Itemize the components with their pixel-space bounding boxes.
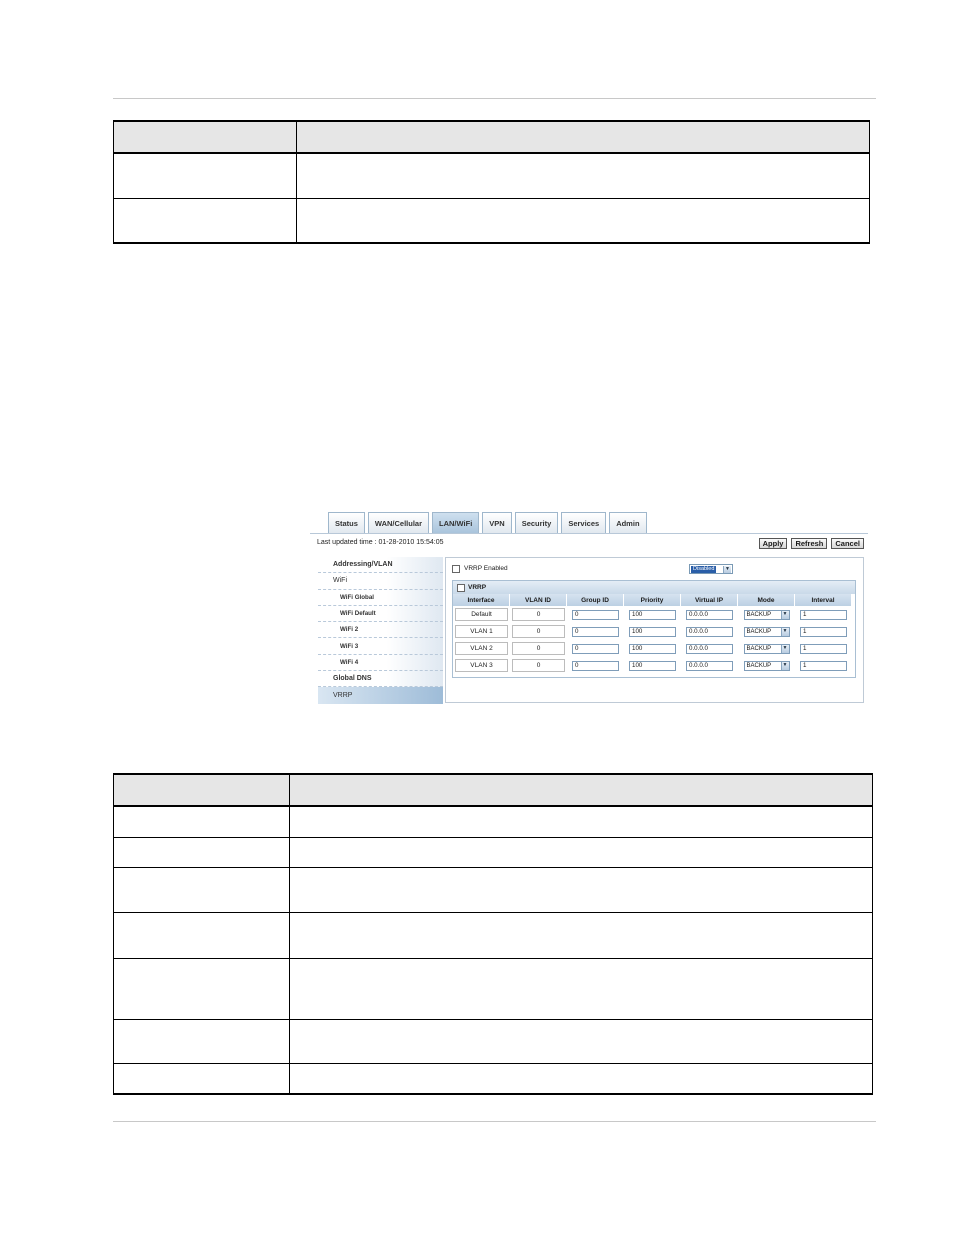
cell-mode bbox=[738, 606, 795, 623]
table-row bbox=[114, 198, 870, 243]
table-row bbox=[114, 912, 873, 958]
interval-input[interactable]: 1 bbox=[800, 627, 847, 637]
interval-input[interactable]: 1 bbox=[800, 610, 847, 620]
table-header-row bbox=[114, 774, 873, 806]
table-row bbox=[114, 867, 873, 912]
tab-wan-cellular[interactable]: WAN/Cellular bbox=[368, 512, 429, 533]
cell-interval bbox=[795, 640, 852, 657]
tab-admin[interactable]: Admin bbox=[609, 512, 646, 533]
cell-priority bbox=[624, 640, 681, 657]
tab-status[interactable]: Status bbox=[328, 512, 365, 533]
footer-rule bbox=[113, 1121, 876, 1122]
mode-value: BACKUP bbox=[746, 628, 772, 635]
cell-priority bbox=[624, 657, 681, 674]
header-cell bbox=[289, 774, 872, 806]
cell-interface: VLAN 1 bbox=[455, 625, 508, 638]
table-cell bbox=[289, 1019, 872, 1063]
sidebar-item-global-dns[interactable]: Global DNS bbox=[318, 671, 443, 687]
table-cell bbox=[114, 153, 297, 198]
table-header-row bbox=[114, 121, 870, 153]
cell-interface: VLAN 2 bbox=[455, 642, 508, 655]
mode-value: BACKUP bbox=[746, 611, 772, 618]
col-header-mode: Mode bbox=[738, 594, 795, 606]
cell-virtual-ip bbox=[681, 640, 738, 657]
cell-vlan-id: 0 bbox=[512, 659, 565, 672]
table-cell bbox=[289, 1063, 872, 1094]
cell-interval bbox=[795, 657, 852, 674]
cell-vlan-id: 0 bbox=[512, 608, 565, 621]
table-cell bbox=[289, 958, 872, 1019]
table-row bbox=[114, 837, 873, 867]
table-row bbox=[114, 1019, 873, 1063]
last-updated-text: Last updated time : 01-28-2010 15:54:05 bbox=[317, 539, 444, 546]
top-table bbox=[113, 120, 870, 244]
col-header-interface: Interface bbox=[453, 594, 510, 606]
table-cell bbox=[114, 1019, 290, 1063]
table-cell bbox=[114, 806, 290, 837]
cell-group-id bbox=[567, 657, 624, 674]
table-cell bbox=[114, 198, 297, 243]
table-cell bbox=[114, 912, 290, 958]
table-cell bbox=[289, 867, 872, 912]
apply-button[interactable]: Apply bbox=[759, 538, 788, 549]
tab-lan-wifi[interactable]: LAN/WiFi bbox=[432, 512, 479, 533]
priority-input[interactable]: 100 bbox=[629, 661, 676, 671]
cell-interface: VLAN 3 bbox=[455, 659, 508, 672]
chevron-down-icon: ▼ bbox=[781, 611, 789, 619]
priority-input[interactable]: 100 bbox=[629, 610, 676, 620]
cell-virtual-ip bbox=[681, 606, 738, 623]
vrrp-section-checkbox[interactable] bbox=[457, 584, 465, 592]
tab-bar bbox=[328, 512, 647, 533]
vrrp-enabled-row bbox=[452, 564, 858, 575]
header-cell bbox=[114, 774, 290, 806]
vrrp-screenshot bbox=[310, 509, 868, 704]
cell-group-id bbox=[567, 623, 624, 640]
col-header-group-id: Group ID bbox=[567, 594, 624, 606]
sidebar bbox=[318, 557, 443, 703]
table-cell bbox=[114, 1063, 290, 1094]
mode-select[interactable] bbox=[744, 627, 790, 637]
bottom-table bbox=[113, 773, 873, 1095]
tab-vpn[interactable]: VPN bbox=[482, 512, 511, 533]
table-cell bbox=[289, 837, 872, 867]
table-cell bbox=[289, 912, 872, 958]
cell-priority bbox=[624, 623, 681, 640]
sidebar-item-wifi-4[interactable]: WiFi 4 bbox=[318, 655, 443, 671]
cell-virtual-ip bbox=[681, 657, 738, 674]
header-rule bbox=[113, 98, 876, 99]
cell-interval bbox=[795, 606, 852, 623]
tab-divider bbox=[310, 533, 868, 534]
table-row bbox=[114, 806, 873, 837]
vrrp-enabled-value: Disabled bbox=[693, 566, 715, 572]
table-cell bbox=[296, 198, 869, 243]
vrrp-section-header bbox=[453, 581, 855, 594]
header-cell bbox=[296, 121, 869, 153]
action-buttons bbox=[759, 538, 864, 549]
mode-value: BACKUP bbox=[746, 645, 772, 652]
cell-priority bbox=[624, 606, 681, 623]
vrrp-section bbox=[452, 580, 856, 678]
cell-mode bbox=[738, 623, 795, 640]
table-cell bbox=[114, 867, 290, 912]
table-cell bbox=[289, 806, 872, 837]
header-cell bbox=[114, 121, 297, 153]
mode-select[interactable] bbox=[744, 644, 790, 654]
col-header-vlan-id: VLAN ID bbox=[510, 594, 567, 606]
interval-input[interactable]: 1 bbox=[800, 661, 847, 671]
col-header-virtual-ip: Virtual IP bbox=[681, 594, 738, 606]
tab-services[interactable]: Services bbox=[561, 512, 606, 533]
vrrp-table bbox=[453, 594, 855, 674]
cell-mode bbox=[738, 657, 795, 674]
cell-interface: Default bbox=[455, 608, 508, 621]
virtual-ip-input[interactable]: 0.0.0.0 bbox=[686, 661, 733, 671]
tab-security[interactable]: Security bbox=[515, 512, 559, 533]
vrrp-section-title: VRRP bbox=[468, 584, 487, 591]
group-id-input[interactable]: 0 bbox=[572, 627, 619, 637]
mode-select[interactable] bbox=[744, 610, 790, 620]
cell-group-id bbox=[567, 640, 624, 657]
table-cell bbox=[114, 837, 290, 867]
chevron-down-icon: ▼ bbox=[723, 566, 731, 573]
col-header-interval: Interval bbox=[795, 594, 852, 606]
vrrp-enabled-label: VRRP Enabled bbox=[464, 565, 508, 572]
table-row bbox=[114, 153, 870, 198]
table-row bbox=[114, 958, 873, 1019]
chevron-down-icon: ▼ bbox=[781, 628, 789, 636]
sidebar-item-wifi-3[interactable]: WiFi 3 bbox=[318, 638, 443, 654]
sidebar-item-addressing-vlan[interactable]: Addressing/VLAN bbox=[318, 557, 443, 573]
vrrp-enabled-checkbox[interactable] bbox=[452, 565, 460, 573]
group-id-input[interactable]: 0 bbox=[572, 644, 619, 654]
cell-group-id bbox=[567, 606, 624, 623]
table-row bbox=[114, 1063, 873, 1094]
virtual-ip-input[interactable]: 0.0.0.0 bbox=[686, 644, 733, 654]
mode-select[interactable] bbox=[744, 661, 790, 671]
cell-vlan-id: 0 bbox=[512, 625, 565, 638]
interval-input[interactable]: 1 bbox=[800, 644, 847, 654]
table-cell bbox=[114, 958, 290, 1019]
sidebar-item-vrrp[interactable]: VRRP bbox=[318, 687, 443, 703]
vrrp-enabled-select[interactable] bbox=[689, 564, 733, 574]
sidebar-item-wifi[interactable]: WiFi bbox=[318, 573, 443, 589]
col-header-priority: Priority bbox=[624, 594, 681, 606]
cell-virtual-ip bbox=[681, 623, 738, 640]
mode-value: BACKUP bbox=[746, 662, 772, 669]
table-cell bbox=[296, 153, 869, 198]
cell-mode bbox=[738, 640, 795, 657]
cell-vlan-id: 0 bbox=[512, 642, 565, 655]
chevron-down-icon: ▼ bbox=[781, 662, 789, 670]
virtual-ip-input[interactable]: 0.0.0.0 bbox=[686, 627, 733, 637]
group-id-input[interactable]: 0 bbox=[572, 661, 619, 671]
sidebar-item-wifi-global[interactable]: WiFi Global bbox=[318, 590, 443, 606]
priority-input[interactable]: 100 bbox=[629, 627, 676, 637]
priority-input[interactable]: 100 bbox=[629, 644, 676, 654]
refresh-button[interactable]: Refresh bbox=[791, 538, 827, 549]
chevron-down-icon: ▼ bbox=[781, 645, 789, 653]
sidebar-item-wifi-2[interactable]: WiFi 2 bbox=[318, 622, 443, 638]
virtual-ip-input[interactable]: 0.0.0.0 bbox=[686, 610, 733, 620]
group-id-input[interactable]: 0 bbox=[572, 610, 619, 620]
sidebar-item-wifi-default[interactable]: WiFi Default bbox=[318, 606, 443, 622]
cell-interval bbox=[795, 623, 852, 640]
vrrp-panel bbox=[445, 557, 864, 703]
cancel-button[interactable]: Cancel bbox=[831, 538, 864, 549]
